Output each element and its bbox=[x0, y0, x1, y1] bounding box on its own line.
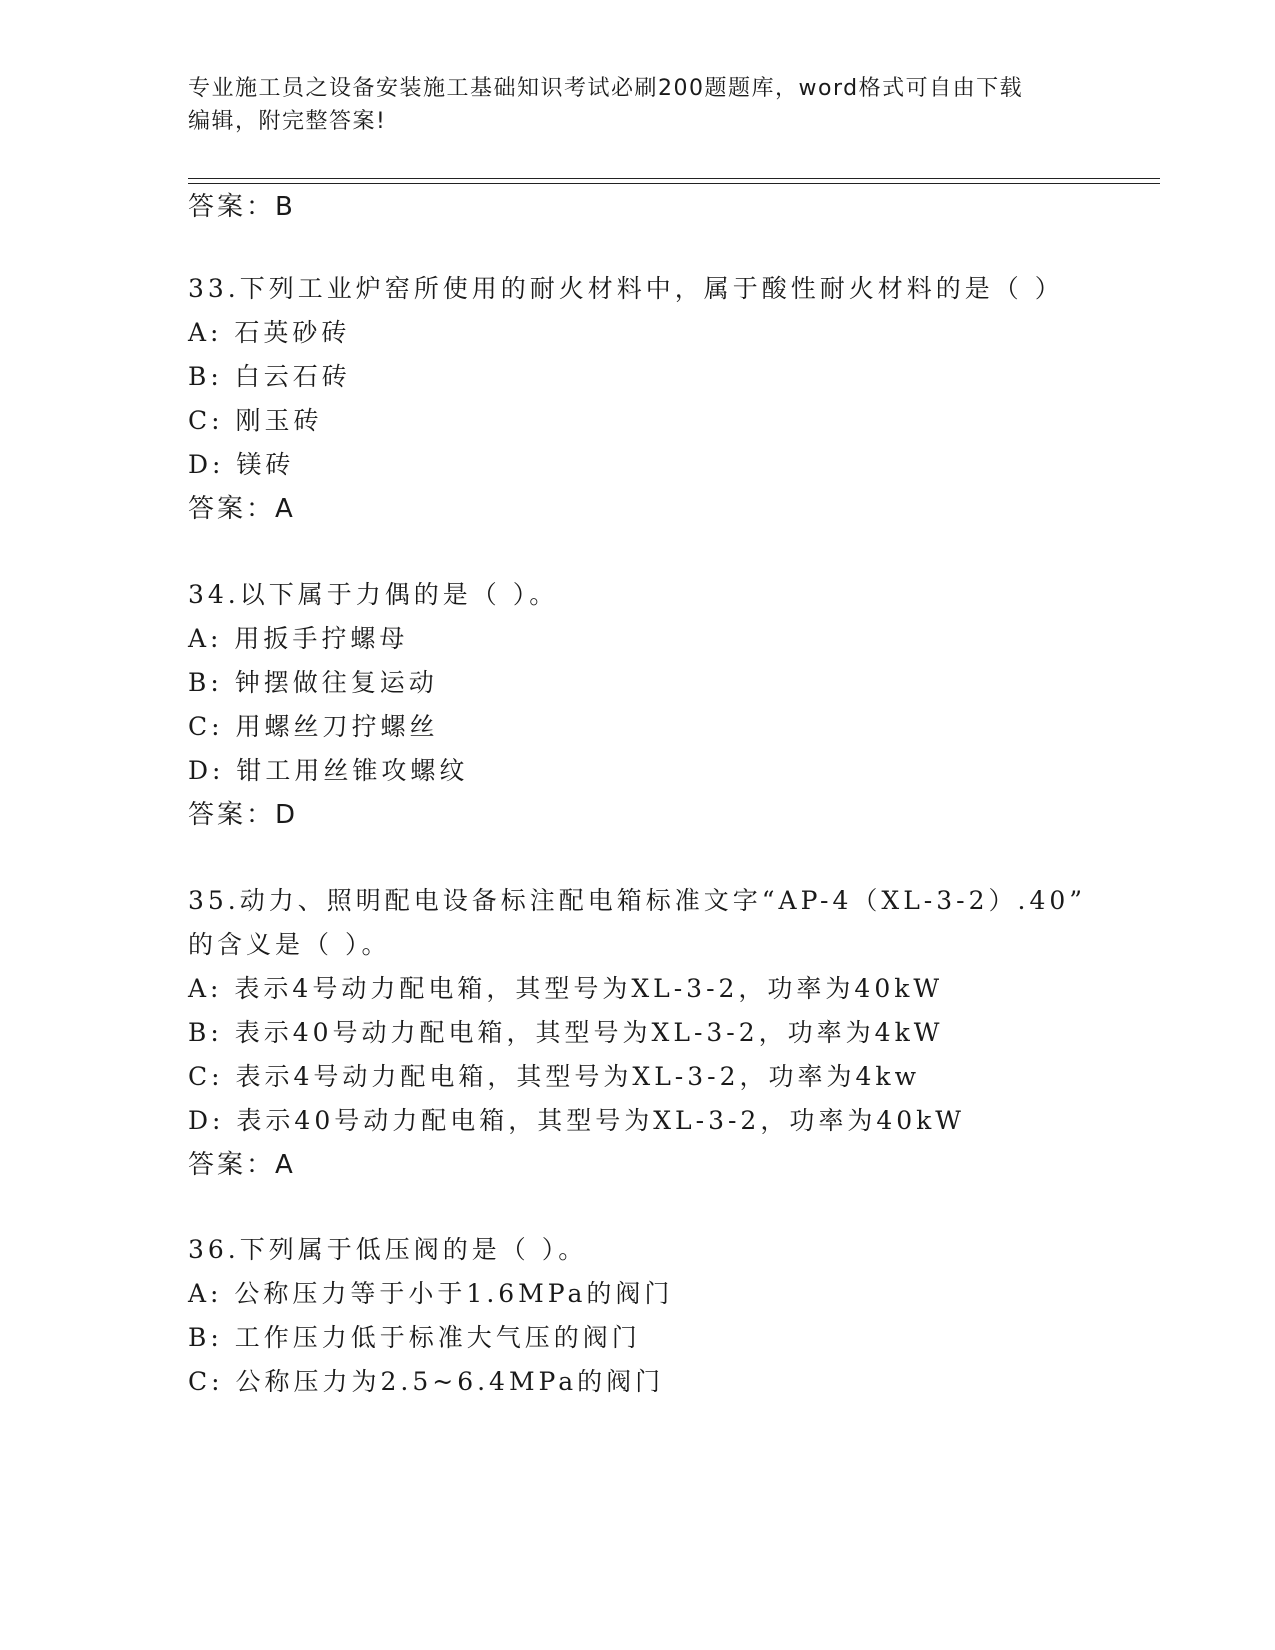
question-35-option-d: D: 表示40号动力配电箱，其型号为XL-3-2，功率为40kW bbox=[188, 1106, 965, 1135]
page-header bbox=[188, 72, 1088, 138]
question-35-option-c: C: 表示4号动力配电箱，其型号为XL-3-2，功率为4kw bbox=[188, 1062, 920, 1091]
header-divider-top bbox=[188, 178, 1160, 179]
answer-prev: 答案：B bbox=[188, 192, 296, 222]
question-33-answer: 答案：A bbox=[188, 494, 296, 524]
question-34-option-d: D: 钳工用丝锥攻螺纹 bbox=[188, 756, 469, 785]
question-33-option-a: A: 石英砂砖 bbox=[188, 318, 351, 347]
question-35-stem: 35.动力、照明配电设备标注配电箱标准文字“AP-4（XL-3-2）.40” bbox=[188, 886, 1087, 915]
question-33-option-c: C: 刚玉砖 bbox=[188, 406, 323, 435]
question-34-option-c: C: 用螺丝刀拧螺丝 bbox=[188, 712, 439, 741]
question-35-answer: 答案：A bbox=[188, 1150, 296, 1180]
question-36-option-a: A: 公称压力等于小于1.6MPa的阀门 bbox=[188, 1279, 674, 1308]
header-line-1: 专业施工员之设备安装施工基础知识考试必刷200题题库，word格式可自由下载 bbox=[188, 76, 1024, 101]
question-34-option-b: B: 钟摆做往复运动 bbox=[188, 668, 438, 697]
question-35-option-b: B: 表示40号动力配电箱，其型号为XL-3-2，功率为4kW bbox=[188, 1018, 944, 1047]
question-36-option-c: C: 公称压力为2.5~6.4MPa的阀门 bbox=[188, 1367, 665, 1396]
question-35-stem-continued: 的含义是（ ）。 bbox=[188, 930, 391, 959]
header-line-2: 编辑，附完整答案! bbox=[188, 109, 387, 134]
question-34-option-a: A: 用扳手拧螺母 bbox=[188, 624, 409, 653]
question-34-answer: 答案：D bbox=[188, 800, 299, 830]
question-33-option-b: B: 白云石砖 bbox=[188, 362, 351, 391]
question-36-option-b: B: 工作压力低于标准大气压的阀门 bbox=[188, 1323, 641, 1352]
header-divider-bottom bbox=[188, 183, 1160, 184]
question-35-option-a: A: 表示4号动力配电箱，其型号为XL-3-2，功率为40kW bbox=[188, 974, 944, 1003]
question-34-stem: 34.以下属于力偶的是（ ）。 bbox=[188, 580, 559, 609]
question-33-stem: 33.下列工业炉窑所使用的耐火材料中，属于酸性耐火材料的是（ ） bbox=[188, 274, 1064, 303]
question-33-option-d: D: 镁砖 bbox=[188, 450, 295, 479]
question-36-stem: 36.下列属于低压阀的是（ ）。 bbox=[188, 1235, 588, 1264]
